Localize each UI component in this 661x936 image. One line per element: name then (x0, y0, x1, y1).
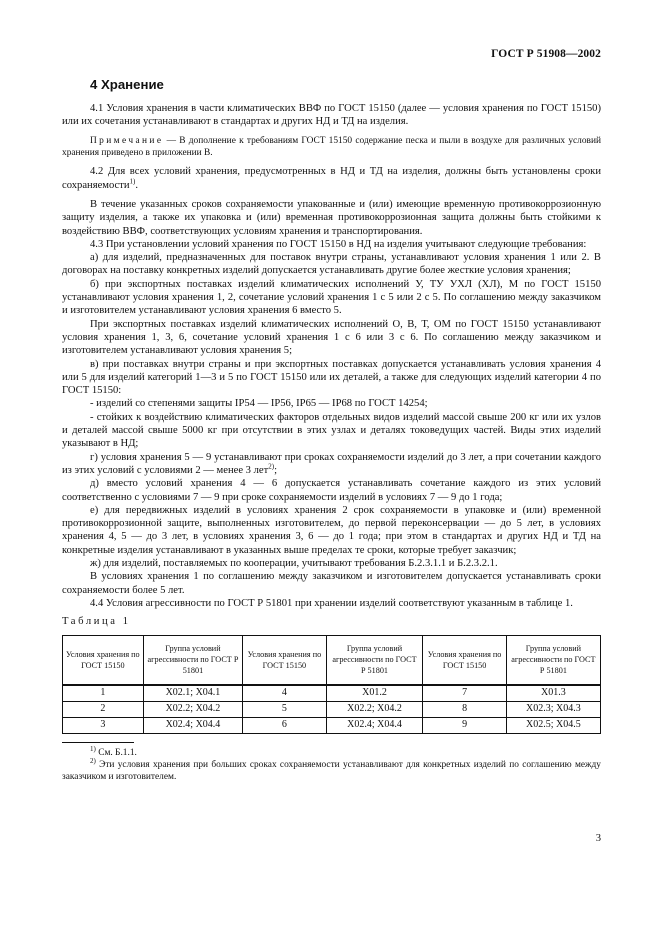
paragraph-4-2 (62, 165, 601, 192)
paragraph-item-b-export: При экспортных поставках изделий климатических исполнений О, В, Т, ОМ по ГОСТ 15150 устанавливают условия хранения 1, 3, 6, сочетание условий хранения 1 с 6 или 3 с 6. По соглашению между заказчиком и изготовителем устанавливают условия хранения 5; (62, 318, 601, 357)
page-number: 3 (595, 833, 601, 844)
footnote-text: См. Б.1.1. (95, 747, 137, 758)
table-cell: 6 (243, 717, 326, 733)
table-header-cell: Условия хранения по ГОСТ 15150 (423, 635, 506, 685)
table-header-cell: Условия хранения по ГОСТ 15150 (63, 635, 144, 685)
document-id-header: ГОСТ Р 51908—2002 (491, 48, 601, 60)
paragraph-item-g-text: г) условия хранения 5 — 9 устанавливают при сроках сохраняемости изделий до 3 лет, а при сочетании каждого из этих условий с условиями 2 — менее 3 лет (62, 451, 601, 476)
paragraph-4-2-end: . (135, 179, 139, 191)
list-item-ip-protection: - изделий со степенями защиты IP54 — IP56, IP65 — IP68 по ГОСТ 14254; (90, 398, 428, 410)
paragraph-item-d: д) вместо условий хранения 4 — 6 допускается устанавливать сочетание каждого из этих условий соответственно с условиями 7 — 9 при сроке сохраняемости изделий в условиях 7 — 9 до 1 года; (62, 478, 601, 503)
table-cell: 3 (63, 717, 144, 733)
footnote-mark: 1) (90, 744, 96, 753)
table-cell: Х02.3; Х04.3 (506, 701, 600, 717)
table-cell: Х02.5; Х04.5 (506, 717, 600, 733)
table-cell: 9 (423, 717, 506, 733)
footnote-ref-2: 2) (268, 462, 275, 471)
table-cell: Х02.4; Х04.4 (326, 717, 423, 733)
table-cell: Х01.2 (326, 685, 423, 702)
table-cell: Х02.2; Х04.2 (326, 701, 423, 717)
document-body (62, 102, 601, 784)
table-cell: Х01.3 (506, 685, 600, 702)
table-cell: Х02.2; Х04.2 (143, 701, 243, 717)
paragraph-item-e: е) для передвижных изделий в условиях хранения 2 срок сохраняемости в упаковке и (или) временной противокоррозионной защите, выполненных изготовителем, до первой переконсервации — до 5 лет, в условиях хранения 4, 5 — до 3 лет, в условиях хранения 3, 6 — до 1 года; при этом в стандартах и других НД и ТД на конкретные изделия устанавливают в указанных выше пределах те сроки, которые требует заказчик; (62, 504, 601, 556)
paragraph-item-v: в) при поставках внутри страны и при экспортных поставках допускается устанавливать условия хранения 4 или 5 для изделий категорий 1—3 и 5 по ГОСТ 15150 или их деталей, а также для следующих изделий категории 4 по ГОСТ 15150: (62, 358, 601, 397)
paragraph-4-1: 4.1 Условия хранения в части климатических ВВФ по ГОСТ 15150 (далее — условия хранения по ГОСТ 15150) или их сочетания устанавливают в стандартах и других НД и ТД на изделия. (62, 103, 601, 128)
table-row (63, 717, 601, 733)
note-text: — В дополнение к требованиям ГОСТ 15150 содержание песка и пыли в воздухе для различных условий хранения приведено в приложении В. (62, 135, 601, 158)
paragraph-storage-period: В течение указанных сроков сохраняемости упакованные и (или) имеющие временную противокоррозионную защиту изделия, а также их упаковка и (или) временная противокоррозионная защита должны быть стойкими к воздействию ВВФ, соответствующих условиям хранения и транспортирования. (62, 199, 601, 237)
footnote-ref-1: 1) (129, 177, 136, 186)
table-cell: 7 (423, 685, 506, 702)
table-header-cell: Группа условий агрессивности по ГОСТ Р 51801 (143, 635, 243, 685)
footnote-separator (62, 742, 134, 743)
table-row (63, 685, 601, 702)
storage-conditions-table (62, 635, 601, 734)
table-cell: Х02.4; Х04.4 (143, 717, 243, 733)
paragraph-4-2-text: 4.2 Для всех условий хранения, предусмотренных в НД и ТД на изделия, должны быть установлены сроки сохраняемости (62, 166, 601, 191)
table-cell: 4 (243, 685, 326, 702)
paragraph-4-4: 4.4 Условия агрессивности по ГОСТ Р 51801 при хранении изделий соответствуют указанным в таблице 1. (90, 597, 573, 609)
footnote-mark: 2) (90, 756, 96, 765)
paragraph-item-b: б) при экспортных поставках изделий климатических исполнений У, ТУ УХЛ (ХЛ), М по ГОСТ 15150 устанавливают условия хранения 1, 2, сочетание условий хранения 1 с 5 или 2 с 5. По соглашению между заказчиком и изготовителем устанавливают условия хранения 6 вместо 5. (62, 278, 601, 317)
table-cell: 5 (243, 701, 326, 717)
table-cell: 2 (63, 701, 144, 717)
table-header-row (63, 635, 601, 685)
table-header-cell: Условия хранения по ГОСТ 15150 (243, 635, 326, 685)
paragraph-item-g-end: ; (274, 464, 278, 476)
paragraph-item-a: а) для изделий, предназначенных для поставок внутри страны, устанавливают условия хранения 1 или 2. В договорах на поставку конкретных изделий допускается устанавливать другие более жесткие условия хранения; (62, 252, 601, 277)
table-row (63, 701, 601, 717)
table-cell: Х02.1; Х04.1 (143, 685, 243, 702)
footnote-text: Эти условия хранения при больших сроках сохраняемости устанавливают для конкретных изделий по соглашению между заказчиком и изготовителем. (62, 759, 601, 783)
paragraph-4-3: 4.3 При установлении условий хранения по ГОСТ 15150 в НД на изделия учитывают следующие требования: (90, 238, 587, 250)
paragraph-item-g (62, 451, 601, 478)
table-cell: 1 (63, 685, 144, 702)
section-title: 4 Хранение (90, 77, 164, 92)
table-cell: 8 (423, 701, 506, 717)
paragraph-condition-1: В условиях хранения 1 по соглашению между заказчиком и изготовителем допускается устанавливать сроки сохраняемости более 5 лет. (62, 571, 601, 596)
list-item-heavy-products: - стойких к воздействию климатических факторов отдельных видов изделий массой свыше 200 кг или их узлов и деталей массой свыше 5000 кг при отсутствии в этих узлах и деталях токоведущих частей. Виды этих изделий указывают в НД; (62, 411, 601, 450)
table-header-cell: Группа условий агрессивности по ГОСТ Р 51801 (506, 635, 600, 685)
note-paragraph (62, 135, 601, 160)
table-header-cell: Группа условий агрессивности по ГОСТ Р 51801 (326, 635, 423, 685)
footnote-2 (62, 756, 601, 784)
footnote-1 (62, 744, 601, 759)
note-label: Примечание (90, 135, 164, 146)
paragraph-item-zh: ж) для изделий, поставляемых по кооперации, учитывают требования Б.2.3.1.1 и Б.2.3.2.1. (90, 558, 498, 570)
table-caption: Таблица 1 (62, 616, 131, 628)
